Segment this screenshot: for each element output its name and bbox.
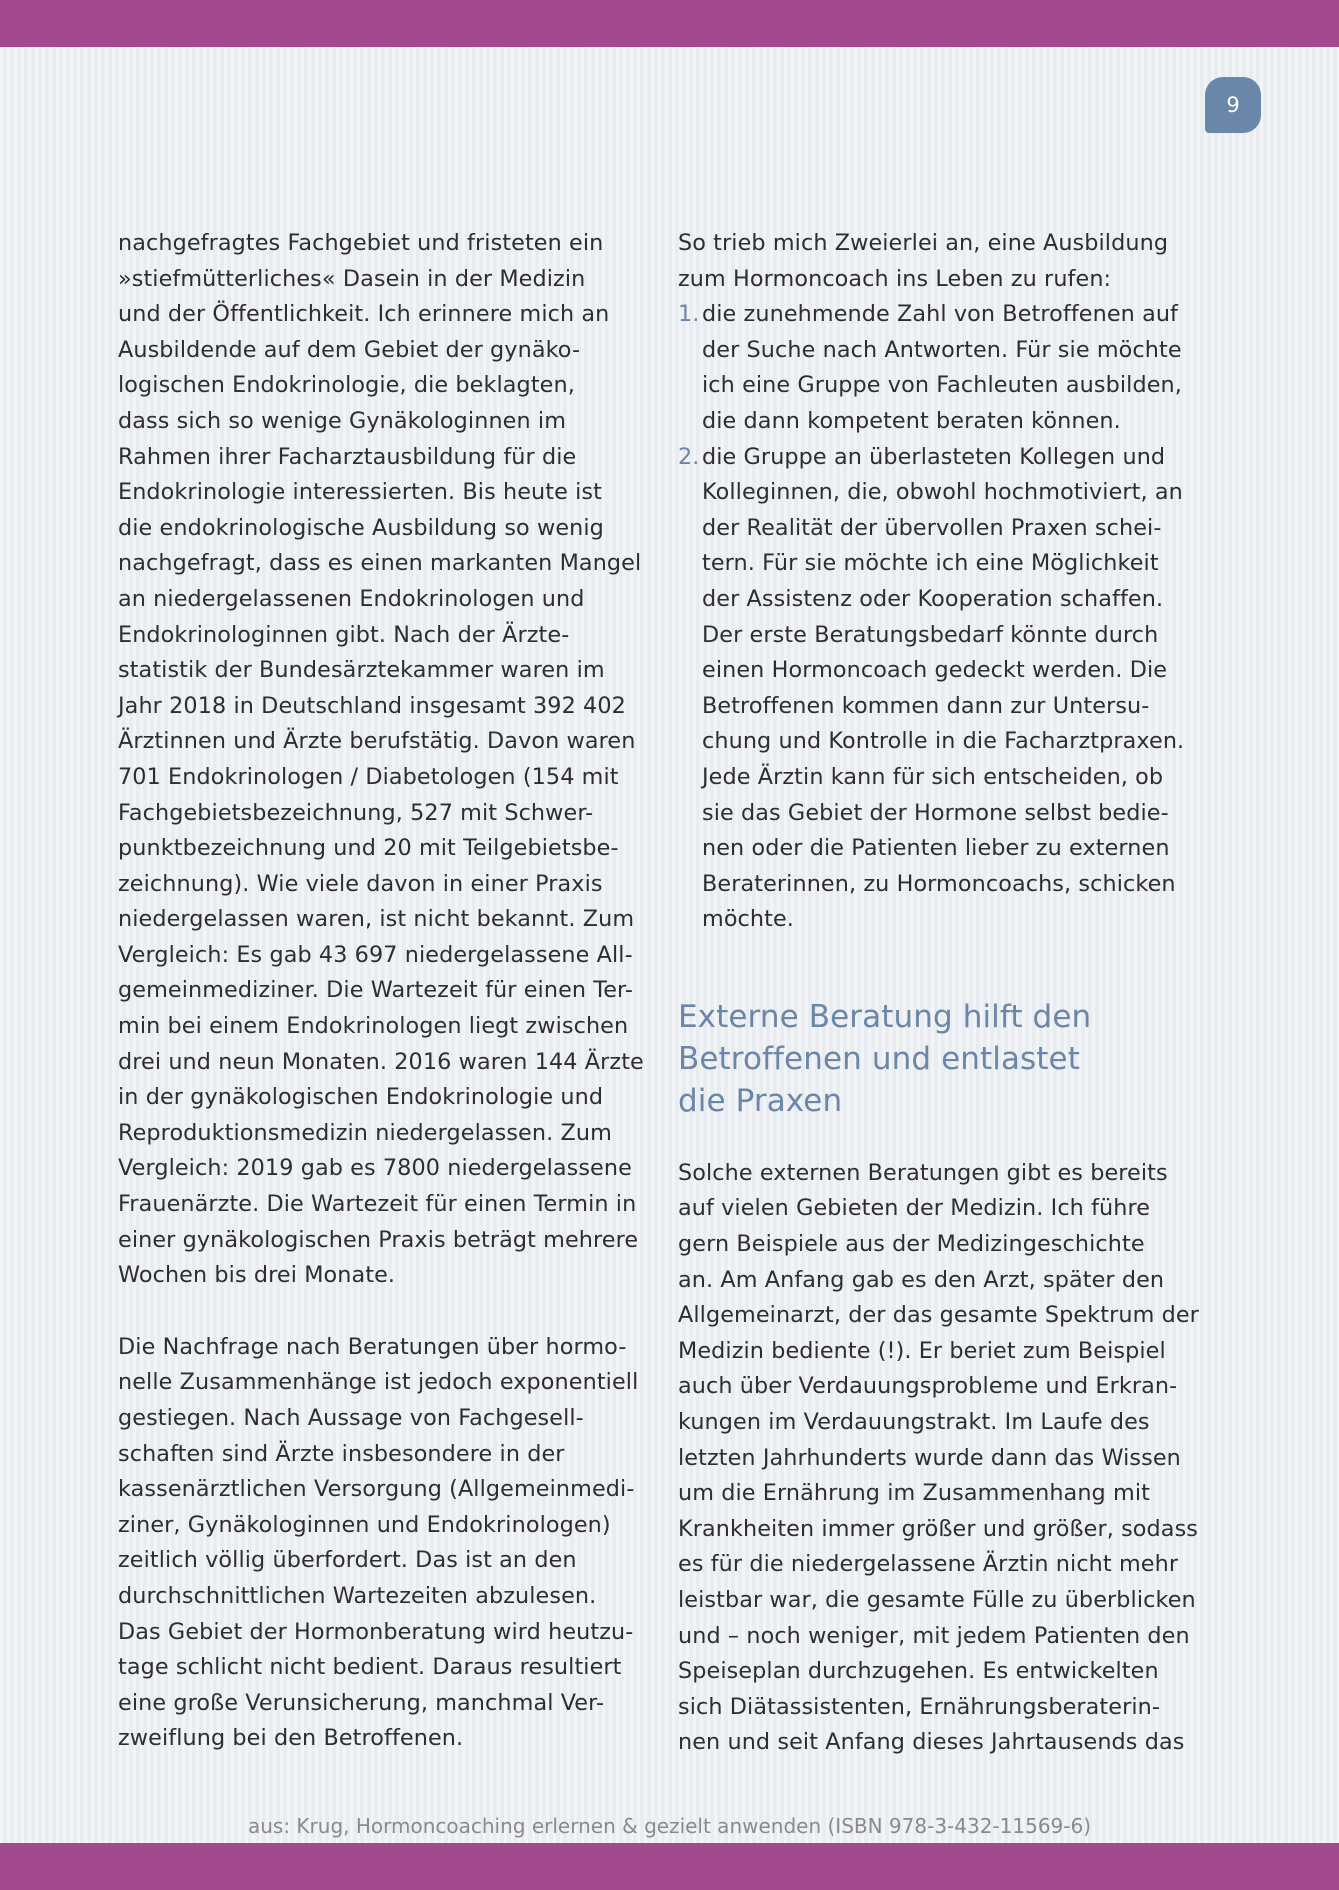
text-line: zeichnung). Wie viele davon in einer Praxis [118, 870, 603, 897]
text-line: nachgefragt, dass es einen markanten Mangel [118, 550, 642, 577]
text-line: Betroffenen kommen dann zur Untersu- [702, 692, 1150, 719]
text-line: gemeinmediziner. Die Wartezeit für einen Ter- [118, 977, 634, 1004]
text-line: an niedergelassenen Endokrinologen und [118, 585, 585, 612]
text-line: in der gynäkologischen Endokrinologie und [118, 1084, 604, 1111]
heading-line: die Praxen [678, 1082, 843, 1119]
text-line: Allgemeinarzt, der das gesamte Spektrum der [678, 1302, 1199, 1329]
list-item-number: 1. [678, 301, 700, 328]
text-line: kassenärztlichen Versorgung (Allgemeinmedi- [118, 1476, 635, 1503]
text-line: Kolleginnen, die, obwohl hochmotiviert, an [702, 479, 1183, 506]
text-line: Das Gebiet der Hormonberatung wird heutzu- [118, 1618, 634, 1645]
paragraph-gap [118, 1294, 638, 1330]
list-item [678, 440, 1198, 938]
footer-color-bar [0, 1843, 1339, 1890]
text-line: durchschnittlichen Wartezeiten abzulesen. [118, 1582, 597, 1609]
text-line: dass sich so wenige Gynäkologinnen im [118, 407, 567, 434]
text-line: punktbezeichnung und 20 mit Teilgebietsbe- [118, 835, 619, 862]
list-item [678, 297, 1198, 439]
text-line: Medizin bediente (!). Er beriet zum Beispiel [678, 1337, 1166, 1364]
text-line: Reproduktionsmedizin niedergelassen. Zum [118, 1119, 612, 1146]
text-line: tage schlicht nicht bedient. Daraus resultiert [118, 1654, 622, 1681]
left-paragraph-1 [118, 226, 644, 1294]
text-line: Fachgebietsbezeichnung, 527 mit Schwer- [118, 799, 594, 826]
text-line: logischen Endokrinologie, die beklagten, [118, 372, 575, 399]
text-line: gestiegen. Nach Aussage von Fachgesell- [118, 1405, 584, 1431]
heading-line: Externe Beratung hilft den [678, 998, 1092, 1035]
text-line: Die Nachfrage nach Beratungen über hormo- [118, 1333, 627, 1360]
text-line: Vergleich: 2019 gab es 7800 niedergelassene [118, 1155, 632, 1182]
text-line: die Gruppe an überlasteten Kollegen und [702, 443, 1166, 470]
right-body-paragraph [678, 1156, 1198, 1761]
text-line: auf vielen Gebieten der Medizin. Ich führe [678, 1195, 1151, 1222]
text-line: die endokrinologische Ausbildung so wenig [118, 514, 604, 541]
text-line: Endokrinologinnen gibt. Nach der Ärzte- [118, 621, 570, 648]
text-line: die dann kompetent beraten können. [702, 407, 1121, 434]
text-line: Endokrinologie interessierten. Bis heute ist [118, 479, 602, 506]
text-line: 701 Endokrinologen / Diabetologen (154 mit [118, 763, 619, 790]
text-line: Vergleich: Es gab 43 697 niedergelassene All- [118, 941, 633, 968]
heading-line: Betroffenen und entlastet [678, 1040, 1080, 1077]
text-line: niedergelassen waren, ist nicht bekannt. Zum [118, 906, 635, 933]
text-line: drei und neun Monaten. 2016 waren 144 Ärzte [118, 1048, 644, 1075]
text-line: kungen im Verdauungstrakt. Im Laufe des [678, 1409, 1150, 1436]
text-line: tern. Für sie möchte ich eine Möglichkeit [702, 550, 1159, 577]
text-line: schaften sind Ärzte insbesondere in der [118, 1440, 565, 1467]
text-line: sich Diätassistenten, Ernährungsberaterin- [678, 1693, 1161, 1720]
text-line: Krankheiten immer größer und größer, sodass [678, 1515, 1199, 1542]
text-line: zum Hormoncoach ins Leben zu rufen: [678, 265, 1112, 292]
text-line: und der Öffentlichkeit. Ich erinnere mich an [118, 301, 610, 328]
text-line: Rahmen ihrer Facharztausbildung für die [118, 443, 577, 470]
text-line: min bei einem Endokrinologen liegt zwischen [118, 1013, 629, 1040]
text-line: Solche externen Beratungen gibt es bereits [678, 1159, 1168, 1186]
text-line: zeitlich völlig überfordert. Das ist an den [118, 1547, 577, 1574]
text-line: letzten Jahrhunderts wurde dann das Wissen [678, 1444, 1181, 1471]
left-column [118, 226, 644, 1757]
text-line: Beraterinnen, zu Hormoncoachs, schicken [702, 870, 1176, 897]
text-line: »stiefmütterliches« Dasein in der Medizin [118, 265, 586, 292]
text-line: einer gynäkologischen Praxis beträgt mehrere [118, 1226, 639, 1253]
text-line: nachgefragtes Fachgebiet und fristeten ein [118, 230, 604, 256]
text-line: der Assistenz oder Kooperation schaffen. [702, 585, 1164, 612]
right-intro-paragraph [678, 226, 1198, 297]
text-line: auch über Verdauungsprobleme und Erkran- [678, 1373, 1178, 1400]
text-line: Frauenärzte. Die Wartezeit für einen Termin in [118, 1191, 637, 1218]
text-line: möchte. [702, 906, 794, 933]
text-line: Der erste Beratungsbedarf könnte durch [702, 621, 1159, 648]
text-line: Ausbildende auf dem Gebiet der gynäko- [118, 336, 581, 363]
text-line: Speiseplan durchzugehen. Es entwickelten [678, 1658, 1159, 1685]
text-line: Ärztinnen und Ärzte berufstätig. Davon waren [118, 728, 636, 755]
text-line: Wochen bis drei Monate. [118, 1262, 396, 1289]
text-line: an. Am Anfang gab es den Arzt, später den [678, 1266, 1165, 1293]
page-number-badge: 9 [1205, 77, 1261, 133]
text-line: sie das Gebiet der Hormone selbst bedie- [702, 799, 1169, 826]
text-line: nen oder die Patienten lieber zu externen [702, 835, 1170, 862]
text-line: leistbar war, die gesamte Fülle zu überblicken [678, 1587, 1196, 1613]
text-line: Jahr 2018 in Deutschland insgesamt 392 402 [118, 692, 626, 719]
text-line: nen und seit Anfang dieses Jahrtausends das [678, 1729, 1185, 1756]
text-line: und – noch weniger, mit jedem Patienten den [678, 1622, 1190, 1649]
text-line: es für die niedergelassene Ärztin nicht mehr [678, 1551, 1179, 1578]
text-line: So trieb mich Zweierlei an, eine Ausbildung [678, 230, 1169, 256]
text-line: um die Ernährung im Zusammenhang mit [678, 1480, 1150, 1507]
text-line: Jede Ärztin kann für sich entscheiden, ob [702, 763, 1164, 790]
header-color-bar [0, 0, 1339, 47]
text-line: ziner, Gynäkologinnen und Endokrinologen) [118, 1511, 611, 1538]
text-line: nelle Zusammenhänge ist jedoch exponentiell [118, 1369, 639, 1396]
text-line: gern Beispiele aus der Medizingeschichte [678, 1231, 1145, 1258]
text-line: chung und Kontrolle in die Facharztpraxen. [702, 728, 1185, 755]
numbered-list [678, 297, 1198, 938]
text-line: der Suche nach Antworten. Für sie möchte [702, 336, 1182, 363]
left-paragraph-2 [118, 1330, 638, 1757]
list-item-number: 2. [678, 443, 700, 470]
text-line: ich eine Gruppe von Fachleuten ausbilden, [702, 372, 1182, 399]
right-column [678, 226, 1198, 1761]
text-line: einen Hormoncoach gedeckt werden. Die [702, 657, 1168, 684]
source-credit: aus: Krug, Hormoncoaching erlernen & gezielt anwenden (ISBN 978-3-432-11569-6) [247, 1814, 1092, 1838]
text-line: statistik der Bundesärztekammer waren im [118, 657, 605, 684]
text-line: der Realität der übervollen Praxen schei- [702, 514, 1162, 541]
section-heading [678, 996, 1198, 1122]
text-line: eine große Verunsicherung, manchmal Ver- [118, 1689, 605, 1716]
text-line: zweiflung bei den Betroffenen. [118, 1725, 464, 1752]
text-line: die zunehmende Zahl von Betroffenen auf [702, 301, 1179, 328]
